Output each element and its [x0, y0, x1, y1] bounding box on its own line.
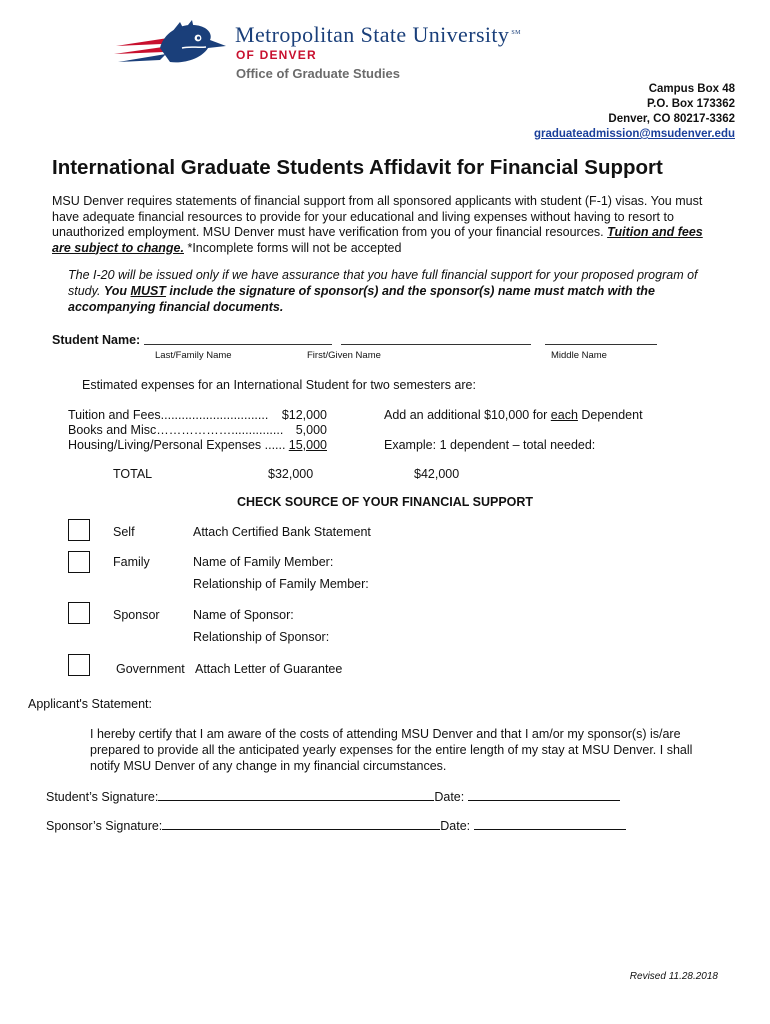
applicant-heading: Applicant's Statement: [28, 697, 152, 711]
intro-paragraph: MSU Denver requires statements of financial support from all sponsored applicants with student (F-1) visas. You must have adequate financial resources to provide for your educational and living expenses without having to resort to unauthorized employment. MSU Denver must have verification from you of your financial resources. Tuition and fees are subject to change. *Incomplete forms will not be accepted [52, 194, 703, 255]
expense-value-books: 5,000 [295, 423, 327, 437]
support-heading: CHECK SOURCE OF YOUR FINANCIAL SUPPORT [236, 495, 534, 509]
student-signature-label: Student’s Signature: [46, 790, 159, 804]
revision-date: Revised 11.28.2018 [629, 971, 718, 982]
family-name-label: Name of Family Member: [193, 555, 334, 569]
incomplete-note: *Incomplete forms will not be accepted [183, 240, 402, 255]
address-line: P.O. Box 173362 [646, 98, 735, 110]
last-name-caption: Last/Family Name [155, 350, 232, 361]
government-label: Government [116, 662, 185, 676]
expense-value-tuition: $12,000 [281, 408, 327, 422]
expense-label-books: Books and Misc………………............... [68, 423, 284, 437]
i20-note: The I-20 will be issued only if we have assurance that you have full financial support for your proposed program of study. You MUST include the signature of sponsor(s) and the sponsor(s) name must match with the accompanying financial documents. [68, 268, 698, 314]
university-logo [110, 18, 610, 88]
middle-name-field[interactable] [545, 344, 657, 345]
total-label: TOTAL [113, 467, 153, 481]
sponsor-relationship-label: Relationship of Sponsor: [193, 630, 330, 644]
expense-value-housing: 15,000 [288, 438, 327, 452]
first-name-caption: First/Given Name [307, 350, 381, 361]
total-with-dependent: $42,000 [414, 467, 460, 481]
student-date-label: Date: [434, 790, 465, 804]
student-signature-field[interactable] [158, 788, 434, 801]
sponsor-signature-field[interactable] [162, 817, 440, 830]
office-name: Office of Graduate Studies [236, 66, 400, 81]
expense-label-tuition: Tuition and Fees............................... [68, 408, 269, 422]
sponsor-signature-label: Sponsor’s Signature: [46, 819, 163, 833]
expenses-heading: Estimated expenses for an International Student for two semesters are: [82, 378, 476, 392]
email-link[interactable]: graduateadmission@msudenver.edu [533, 128, 735, 140]
address-line: Denver, CO 80217-3362 [608, 113, 735, 125]
trademark: SM [511, 29, 521, 36]
sponsor-checkbox[interactable] [68, 602, 90, 624]
sponsor-name-label: Name of Sponsor: [193, 608, 294, 622]
total-value: $32,000 [268, 467, 314, 481]
student-date-field[interactable] [468, 788, 620, 801]
first-name-field[interactable] [341, 344, 531, 345]
self-label: Self [113, 525, 135, 539]
student-name-label: Student Name: [52, 333, 141, 347]
government-desc: Attach Letter of Guarantee [195, 662, 343, 676]
university-location: OF DENVER [236, 48, 317, 62]
self-desc: Attach Certified Bank Statement [193, 525, 371, 539]
government-checkbox[interactable] [68, 654, 90, 676]
dependent-example: Example: 1 dependent – total needed: [384, 438, 596, 452]
sponsor-date-label: Date: [440, 819, 471, 833]
family-checkbox[interactable] [68, 551, 90, 573]
last-name-field[interactable] [144, 344, 332, 345]
family-label: Family [113, 555, 150, 569]
sponsor-date-field[interactable] [474, 817, 626, 830]
student-signature-row [46, 788, 620, 804]
document-title: International Graduate Students Affidavit for Financial Support [52, 156, 663, 179]
dependent-note: Add an additional $10,000 for each Dependent [384, 408, 643, 422]
applicant-statement: I hereby certify that I am aware of the costs of attending MSU Denver and that I am/or my sponsor(s) is/are prepared to provide all the anticipated yearly expenses for the entire length of my stay at MSU Denver. I shall notify MSU Denver of any change in my financial circumstances. [90, 727, 693, 773]
sponsor-label: Sponsor [113, 608, 160, 622]
family-relationship-label: Relationship of Family Member: [193, 577, 369, 591]
sponsor-signature-row [46, 817, 626, 833]
tuition-note: Tuition and fees are subject to change. [52, 225, 703, 255]
middle-name-caption: Middle Name [551, 350, 607, 361]
mailing-address [534, 82, 735, 142]
roadrunner-icon [110, 18, 228, 78]
university-name: Metropolitan State University ℠ [235, 22, 521, 47]
self-checkbox[interactable] [68, 519, 90, 541]
expense-label-housing: Housing/Living/Personal Expenses ...... [68, 438, 286, 452]
address-line: Campus Box 48 [648, 83, 735, 95]
